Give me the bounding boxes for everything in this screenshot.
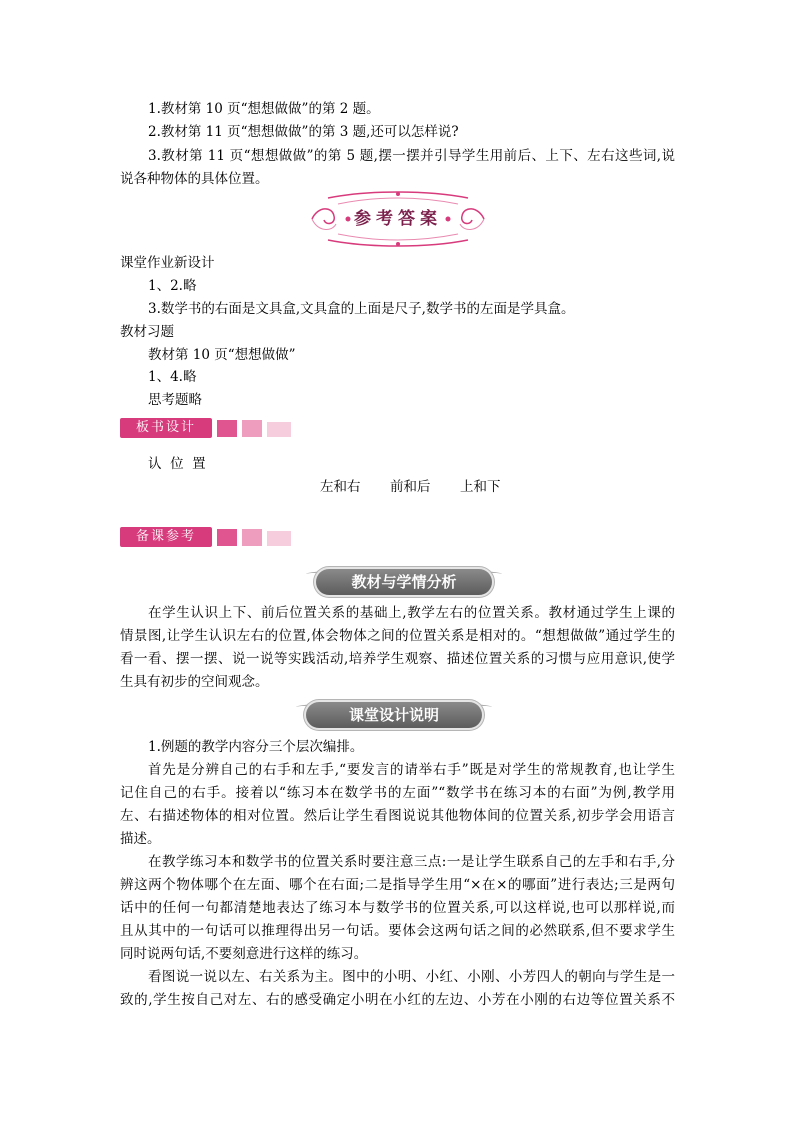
answer-line-1: 1、2.略	[148, 278, 197, 294]
analysis-line-1: 在学生认识上下、前后位置关系的基础上,教学左右的位置关系。教材通过学生上课的	[148, 605, 675, 621]
design-line-4: 左、右描述物体的相对位置。然后让学生看图说说其他物体间的位置关系,初步学会用语言	[120, 808, 675, 824]
tag-square-icon	[242, 420, 262, 437]
analysis-line-2: 情景图,让学生认识左右的位置,体会物体之间的位置关系是相对的。“想想做做”通过学生的	[120, 628, 675, 644]
board-design-tag	[120, 418, 300, 438]
design-line-5: 描述。	[120, 831, 161, 847]
prep-reference-tag	[120, 527, 300, 547]
tag-square-icon	[267, 531, 291, 546]
design-line-11: 看图说一说以左、右关系为主。图中的小明、小红、小刚、小芳四人的朝向与学生是一	[148, 969, 675, 985]
design-line-2: 首先是分辨自己的右手和左手,“要发言的请举右手”既是对学生的常规教育,也让学生	[148, 762, 675, 778]
exercise-item-3-cont: 说各种物体的具体位置。	[120, 171, 269, 187]
design-line-10: 同时说两句话,不要刻意进行这样的练习。	[120, 946, 368, 962]
board-item-front-back: 前和后	[390, 479, 431, 495]
board-item-left-right: 左和右	[320, 479, 361, 495]
answer-line-4: 1、4.略	[148, 369, 197, 385]
exercise-item-3: 3.教材第 11 页“想想做做”的第 5 题,摆一摆并引导学生用前后、上下、左右这些词,说	[148, 148, 675, 164]
answer-banner	[308, 190, 488, 248]
answer-banner-title: 参考答案	[354, 209, 442, 229]
answer-line-3: 教材第 10 页“想想做做”	[148, 347, 296, 363]
exercise-item-1: 1.教材第 10 页“想想做做”的第 2 题。	[148, 101, 380, 117]
tag-square-icon	[242, 529, 262, 546]
design-line-3: 记住自己的右手。接着以“练习本在数学书的左面”“数学书在练习本的右面”为例,教学用	[120, 785, 675, 801]
tag-square-icon	[217, 420, 237, 437]
analysis-banner: 教材与学情分析	[316, 569, 492, 595]
design-banner: 课堂设计说明	[306, 702, 482, 728]
board-title: 认 位 置	[148, 456, 206, 472]
analysis-line-3: 看一看、摆一摆、说一说等实践活动,培养学生观察、描述位置关系的习惯与应用意识,使学	[120, 651, 675, 667]
design-line-6: 在教学练习本和数学书的位置关系时要注意三点:一是让学生联系自己的左手和右手,分	[148, 854, 675, 870]
tag-square-icon	[267, 422, 291, 437]
prep-reference-label: 备课参考	[120, 527, 212, 547]
answer-heading-homework: 课堂作业新设计	[120, 255, 215, 271]
design-line-7: 辨这两个物体哪个在左面、哪个在右面;二是指导学生用“×在×的哪面”进行表达;三是两句	[120, 877, 675, 893]
answer-line-5: 思考题略	[148, 392, 202, 408]
analysis-line-4: 生具有初步的空间观念。	[120, 674, 269, 690]
board-item-up-down: 上和下	[460, 479, 501, 495]
exercise-item-2: 2.教材第 11 页“想想做做”的第 3 题,还可以怎样说?	[148, 124, 459, 140]
design-line-12: 致的,学生按自己对左、右的感受确定小明在小红的左边、小芳在小刚的右边等位置关系不	[120, 992, 675, 1008]
answer-heading-textbook: 教材习题	[120, 324, 174, 340]
design-line-8: 话中的任何一句都清楚地表达了练习本与数学书的位置关系,可以这样说,也可以那样说,而	[120, 900, 675, 916]
design-line-9: 且从其中的一句话可以推理得出另一句话。要体会这两句话之间的必然联系,但不要求学生	[120, 923, 675, 939]
design-line-1: 1.例题的教学内容分三个层次编排。	[148, 739, 364, 755]
answer-line-2: 3.数学书的右面是文具盒,文具盒的上面是尺子,数学书的左面是学具盒。	[148, 301, 575, 317]
board-design-label: 板书设计	[120, 418, 212, 438]
tag-square-icon	[217, 529, 237, 546]
